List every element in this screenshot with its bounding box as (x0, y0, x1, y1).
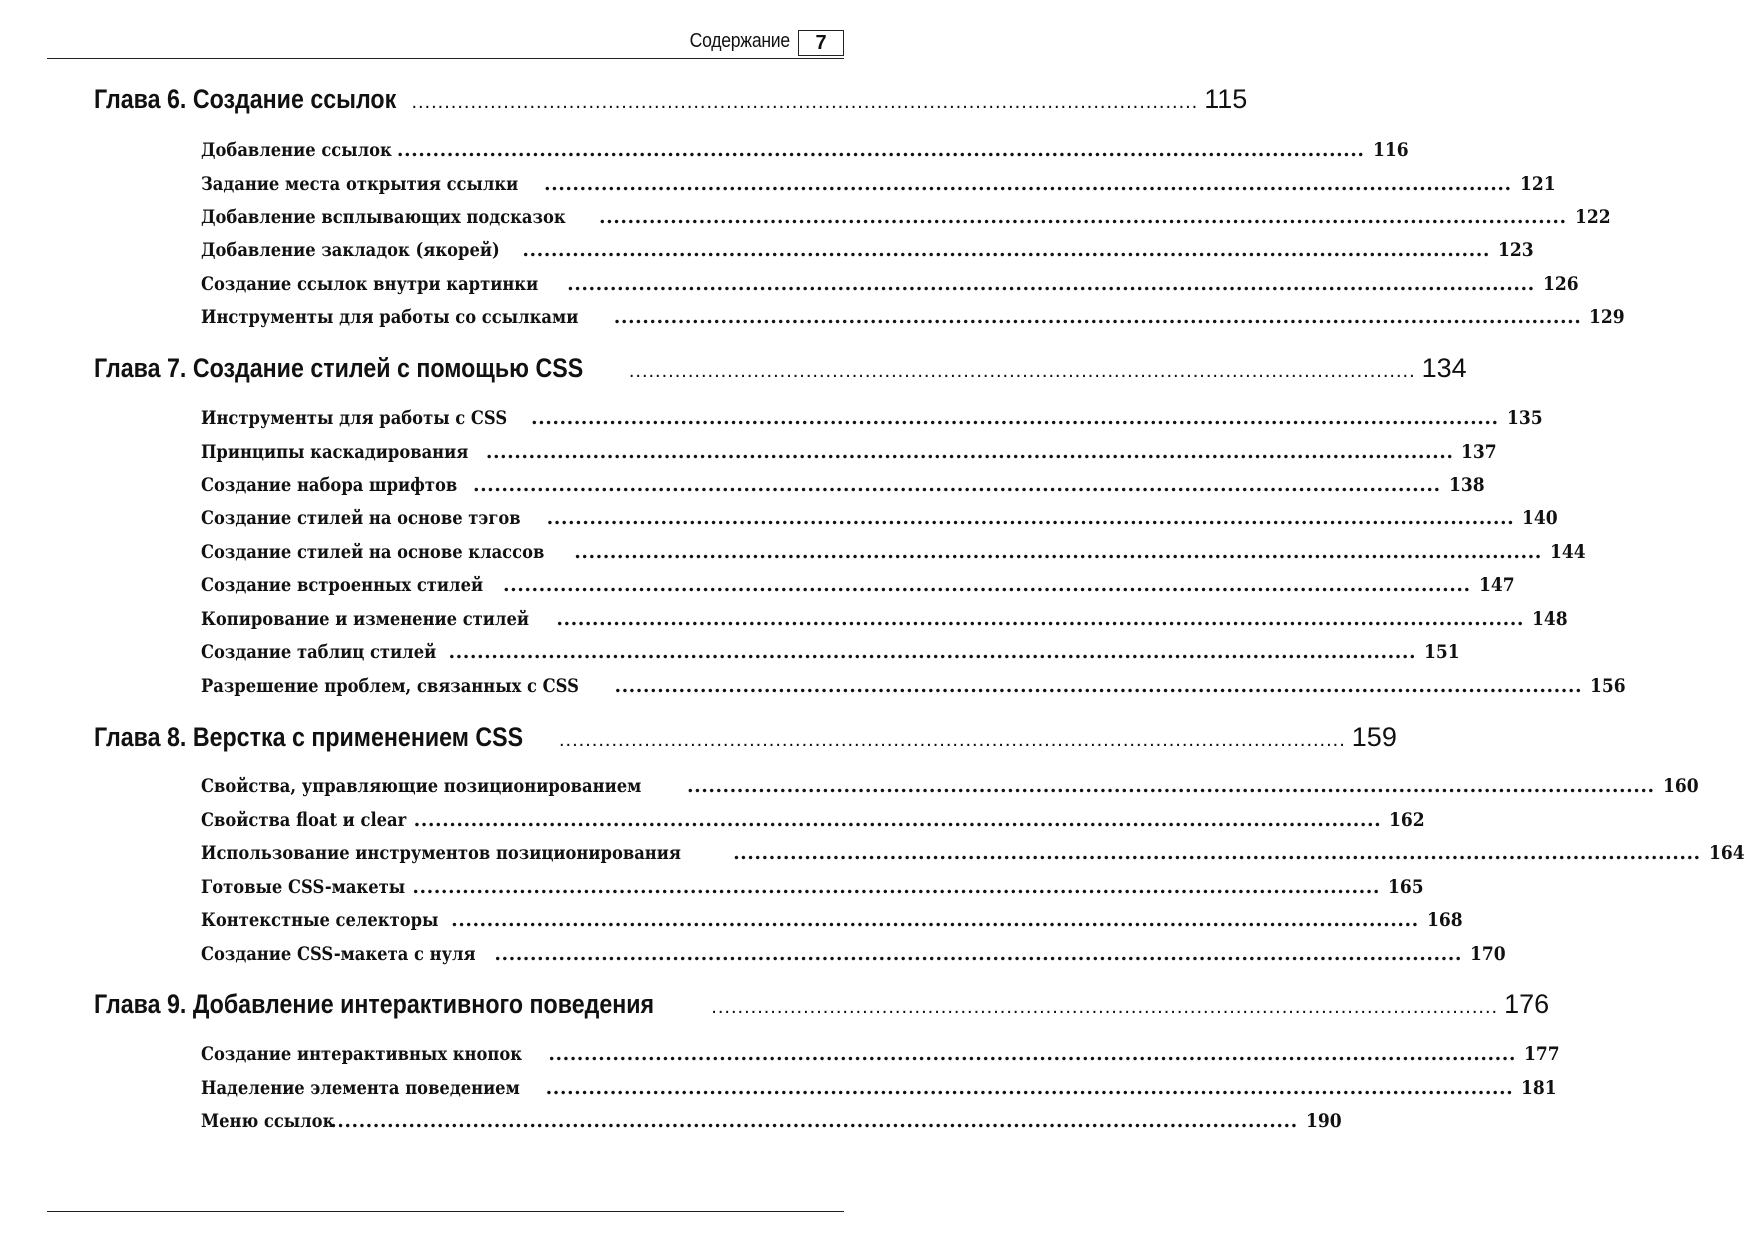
toc-entry[interactable] (201, 306, 1626, 332)
toc-entry[interactable] (201, 441, 1498, 467)
entry-page-number: 122 (1574, 206, 1611, 228)
entry-title: Создание стилей на основе классов (201, 541, 545, 563)
dot-leader: ........................................................................................................................................ (543, 173, 1512, 195)
entry-page-number: 147 (1478, 574, 1515, 596)
chapter-6-heading[interactable] (94, 84, 1248, 118)
entry-title: Инструменты для работы с CSS (201, 407, 508, 429)
entry-title: Добавление ссылок (201, 139, 392, 161)
entry-page-number: 121 (1519, 173, 1556, 195)
dot-leader: ........................................................................................................................................ (531, 407, 1499, 429)
dot-leader: ........................................................................................................................ (411, 91, 1199, 113)
entry-title: Готовые CSS-макеты (201, 876, 406, 898)
toc-entry[interactable] (201, 943, 1506, 969)
dot-leader: ........................................................................................................................................ (472, 474, 1441, 496)
toc-entry[interactable] (201, 608, 1568, 634)
entry-title: Инструменты для работы со ссылками (201, 306, 579, 328)
entry-page-number: 123 (1497, 239, 1534, 261)
entry-title: Свойства float и clear (201, 809, 407, 831)
dot-leader: ........................................................................................................................................ (556, 608, 1524, 630)
entry-title: Добавление закладок (якорей) (201, 239, 500, 261)
chapter-page-number: 159 (1351, 722, 1397, 752)
entry-title: Создание интерактивных кнопок (201, 1043, 523, 1065)
footer-rule (47, 1211, 844, 1212)
toc-entry[interactable] (201, 876, 1424, 902)
dot-leader: ........................................................................................................................ (558, 729, 1346, 751)
chapter-title: Глава 8. Верстка с применением CSS (94, 722, 524, 752)
entry-page-number: 181 (1521, 1077, 1557, 1099)
entry-title: Создание таблиц стилей (201, 641, 437, 663)
entry-page-number: 170 (1469, 943, 1506, 965)
dot-leader: ........................................................................................................................................ (330, 1110, 1298, 1132)
chapter-page-number: 176 (1504, 989, 1550, 1019)
dot-leader: ........................................................................................................................................ (574, 541, 1542, 563)
toc-entry[interactable] (201, 139, 1409, 165)
toc-entry[interactable] (201, 842, 1744, 868)
dot-leader: ........................................................................................................................................ (412, 876, 1380, 898)
dot-leader: ........................................................................................................................................ (503, 574, 1471, 596)
entry-title: Создание CSS-макета с нуля (201, 943, 476, 965)
dot-leader: ........................................................................................................................................ (494, 943, 1462, 965)
toc-entry[interactable] (201, 239, 1534, 265)
chapter-page-number: 134 (1421, 353, 1467, 383)
chapter-title: Глава 6. Создание ссылок (94, 84, 397, 114)
toc-entry[interactable] (201, 1077, 1557, 1103)
dot-leader: ........................................................................................................................................ (546, 507, 1515, 529)
dot-leader: ........................................................................................................................................ (686, 775, 1655, 797)
dot-leader: ........................................................................................................................................ (396, 139, 1365, 161)
entry-page-number: 177 (1523, 1043, 1560, 1065)
toc-entry[interactable] (201, 507, 1558, 533)
dot-leader: ........................................................................................................................ (711, 996, 1499, 1018)
dot-leader: ........................................................................................................................................ (545, 1077, 1514, 1099)
toc-entry[interactable] (201, 1110, 1342, 1136)
dot-leader: ........................................................................................................................................ (448, 641, 1417, 663)
entry-page-number: 144 (1549, 541, 1586, 563)
dot-leader: ........................................................................................................................................ (548, 1043, 1516, 1065)
entry-page-number: 138 (1448, 474, 1485, 496)
dot-leader: ........................................................................................................................................ (451, 909, 1419, 931)
chapter-title: Глава 9. Добавление интерактивного поведения (94, 989, 655, 1019)
dot-leader: ........................................................................................................................................ (567, 273, 1535, 295)
entry-page-number: 116 (1372, 139, 1409, 161)
entry-title: Свойства, управляющие позиционированием (201, 775, 642, 797)
entry-title: Создание ссылок внутри картинки (201, 273, 539, 295)
chapter-9-heading[interactable] (94, 989, 1550, 1023)
dot-leader: ........................................................................................................................................ (733, 842, 1701, 864)
running-head-title: Содержание (689, 30, 790, 52)
entry-page-number: 126 (1542, 273, 1579, 295)
entry-title: Контекстные селекторы (201, 909, 439, 931)
page-header (47, 28, 844, 59)
entry-page-number: 129 (1589, 306, 1626, 328)
toc-entry[interactable] (201, 775, 1699, 801)
entry-page-number: 135 (1506, 407, 1543, 429)
toc-entry[interactable] (201, 173, 1556, 199)
dot-leader: ........................................................................................................................................ (413, 809, 1382, 831)
toc-entry[interactable] (201, 206, 1611, 232)
entry-title: Принципы каскадирования (201, 441, 469, 463)
entry-title: Создание стилей на основе тэгов (201, 507, 521, 529)
entry-title: Создание встроенных стилей (201, 574, 484, 596)
entry-title: Задание места открытия ссылки (201, 173, 519, 195)
toc-entry[interactable] (201, 809, 1425, 835)
entry-page-number: 164 (1708, 842, 1744, 864)
dot-leader: ........................................................................................................................................ (614, 675, 1583, 697)
entry-title: Создание набора шрифтов (201, 474, 458, 496)
entry-page-number: 148 (1531, 608, 1568, 630)
toc-entry[interactable] (201, 541, 1586, 567)
entry-title: Наделение элемента поведением (201, 1077, 520, 1099)
chapter-7-heading[interactable] (94, 353, 1467, 387)
toc-entry[interactable] (201, 675, 1626, 701)
entry-page-number: 151 (1424, 641, 1460, 663)
entry-title: Добавление всплывающих подсказок (201, 206, 566, 228)
dot-leader: ........................................................................................................................................ (599, 206, 1567, 228)
entry-title: Меню ссылок (201, 1110, 335, 1132)
entry-page-number: 160 (1662, 775, 1699, 797)
dot-leader: ........................................................................................................................................ (522, 239, 1490, 261)
entry-page-number: 140 (1522, 507, 1558, 529)
entry-title: Копирование и изменение стилей (201, 608, 529, 630)
chapter-page-number: 115 (1204, 84, 1248, 114)
entry-page-number: 137 (1461, 441, 1498, 463)
entry-page-number: 162 (1389, 809, 1425, 831)
entry-page-number: 156 (1590, 675, 1626, 697)
dot-leader: ........................................................................................................................................ (485, 441, 1454, 463)
chapter-title: Глава 7. Создание стилей с помощью CSS (94, 353, 584, 383)
dot-leader: ........................................................................................................................................ (613, 306, 1582, 328)
page-number-box: 7 (798, 30, 844, 56)
entry-page-number: 165 (1387, 876, 1424, 898)
entry-page-number: 190 (1305, 1110, 1342, 1132)
toc-entry[interactable] (201, 574, 1515, 600)
dot-leader: ........................................................................................................................ (628, 360, 1416, 382)
toc-entry[interactable] (201, 1043, 1560, 1069)
toc-entry[interactable] (201, 641, 1460, 667)
entry-page-number: 168 (1426, 909, 1463, 931)
toc-entry[interactable] (201, 909, 1463, 935)
toc-entry[interactable] (201, 474, 1485, 500)
entry-title: Разрешение проблем, связанных с CSS (201, 675, 579, 697)
chapter-8-heading[interactable] (94, 722, 1397, 756)
toc-entry[interactable] (201, 273, 1579, 299)
toc-entry[interactable] (201, 407, 1543, 433)
entry-title: Использование инструментов позиционирования (201, 842, 681, 864)
